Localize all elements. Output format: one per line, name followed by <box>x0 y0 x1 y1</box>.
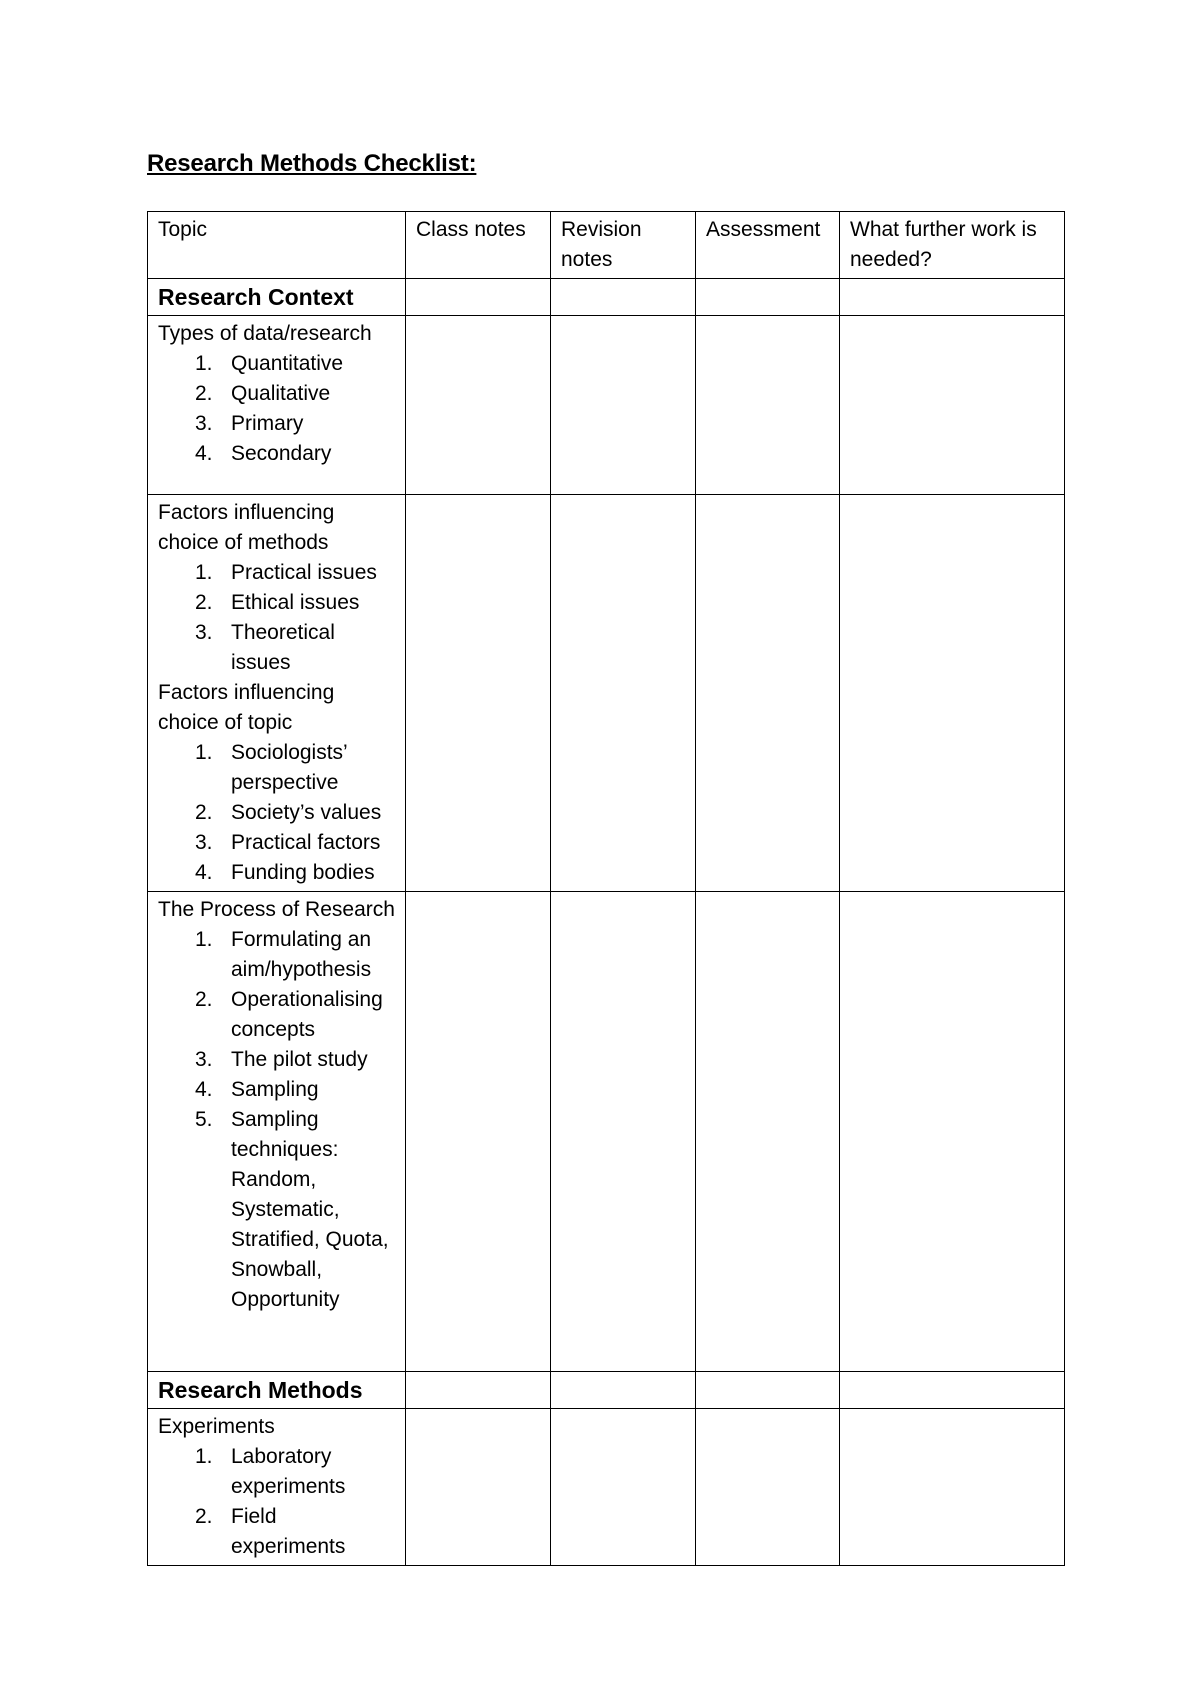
topic-heading: Types of data/research <box>158 322 372 345</box>
item-number: 3. <box>195 831 213 854</box>
further-work-cell[interactable] <box>840 1372 1065 1409</box>
header-revision-notes: Revision notes <box>551 212 696 279</box>
class-notes-cell[interactable] <box>406 495 551 892</box>
item-text: Practical factors <box>231 831 381 854</box>
list-item <box>158 828 395 858</box>
item-number: 4. <box>195 442 213 465</box>
item-number: 5. <box>195 1108 213 1131</box>
topic-row-factors <box>148 495 1065 892</box>
list-item <box>158 588 395 618</box>
item-text: Secondary <box>231 442 332 465</box>
item-number: 3. <box>195 1048 213 1071</box>
topic-list <box>158 558 395 678</box>
header-assessment: Assessment <box>696 212 840 279</box>
topic-cell <box>148 1409 406 1566</box>
topic-cell <box>148 892 406 1372</box>
list-item <box>158 439 395 469</box>
further-work-cell[interactable] <box>840 495 1065 892</box>
class-notes-cell[interactable] <box>406 279 551 316</box>
revision-notes-cell[interactable] <box>551 495 696 892</box>
item-text: Sampling <box>231 1078 319 1101</box>
topic-cell <box>148 495 406 892</box>
topic-list <box>158 738 395 888</box>
item-number: 1. <box>195 928 213 951</box>
item-text: Formulating an aim/hypothesis <box>231 928 372 981</box>
item-number: 1. <box>195 561 213 584</box>
section-heading: Research Context <box>148 279 406 316</box>
header-topic: Topic <box>148 212 406 279</box>
list-item <box>158 985 395 1045</box>
assessment-cell[interactable] <box>696 495 840 892</box>
topic-row-experiments <box>148 1409 1065 1566</box>
item-number: 1. <box>195 741 213 764</box>
assessment-cell[interactable] <box>696 316 840 495</box>
further-work-cell[interactable] <box>840 892 1065 1372</box>
item-number: 2. <box>195 988 213 1011</box>
topic-list <box>158 349 395 469</box>
class-notes-cell[interactable] <box>406 1409 551 1566</box>
topic-row-types <box>148 316 1065 495</box>
list-item <box>158 798 395 828</box>
further-work-cell[interactable] <box>840 279 1065 316</box>
item-text: Quantitative <box>231 352 344 375</box>
class-notes-cell[interactable] <box>406 892 551 1372</box>
further-work-cell[interactable] <box>840 316 1065 495</box>
list-item <box>158 349 395 379</box>
topic-heading: Experiments <box>158 1415 275 1438</box>
topic-cell <box>148 316 406 495</box>
revision-notes-cell[interactable] <box>551 279 696 316</box>
revision-notes-cell[interactable] <box>551 316 696 495</box>
header-class-notes: Class notes <box>406 212 551 279</box>
topic-row-process <box>148 892 1065 1372</box>
item-text: Laboratory experiments <box>231 1445 346 1498</box>
list-item <box>158 1502 395 1562</box>
item-number: 1. <box>195 352 213 375</box>
item-number: 3. <box>195 412 213 435</box>
item-text: Sampling techniques: Random, Systematic, Stratified, Quota, Snowball, Opportunity <box>231 1108 389 1311</box>
assessment-cell[interactable] <box>696 892 840 1372</box>
list-item <box>158 1075 395 1105</box>
section-row-research-methods <box>148 1372 1065 1409</box>
list-item <box>158 618 395 678</box>
class-notes-cell[interactable] <box>406 316 551 495</box>
assessment-cell[interactable] <box>696 279 840 316</box>
item-number: 2. <box>195 382 213 405</box>
item-number: 4. <box>195 861 213 884</box>
item-text: The pilot study <box>231 1048 368 1071</box>
item-text: Field experiments <box>231 1505 346 1558</box>
item-text: Sociologists’ perspective <box>231 741 347 794</box>
topic-heading: The Process of Research <box>158 898 395 921</box>
list-item <box>158 1105 395 1315</box>
list-item <box>158 1442 395 1502</box>
page-title: Research Methods Checklist: <box>147 150 477 177</box>
item-text: Funding bodies <box>231 861 375 884</box>
item-number: 1. <box>195 1445 213 1468</box>
header-further-work: What further work is needed? <box>840 212 1065 279</box>
section-heading: Research Methods <box>148 1372 406 1409</box>
section-row-research-context <box>148 279 1065 316</box>
item-text: Theoretical issues <box>231 621 335 674</box>
topic-list <box>158 925 395 1315</box>
assessment-cell[interactable] <box>696 1409 840 1566</box>
item-text: Operationalising concepts <box>231 988 383 1041</box>
further-work-cell[interactable] <box>840 1409 1065 1566</box>
item-number: 2. <box>195 591 213 614</box>
list-item <box>158 379 395 409</box>
assessment-cell[interactable] <box>696 1372 840 1409</box>
item-number: 4. <box>195 1078 213 1101</box>
item-text: Practical issues <box>231 561 377 584</box>
list-item <box>158 1045 395 1075</box>
revision-notes-cell[interactable] <box>551 1372 696 1409</box>
item-text: Ethical issues <box>231 591 360 614</box>
list-item <box>158 858 395 888</box>
topic-heading: Factors influencing choice of methods <box>158 501 335 554</box>
item-number: 2. <box>195 1505 213 1528</box>
header-row <box>148 212 1065 279</box>
item-text: Primary <box>231 412 304 435</box>
checklist-table <box>147 211 1065 1566</box>
topic-heading: Factors influencing choice of topic <box>158 681 335 734</box>
topic-list <box>158 1442 395 1562</box>
list-item <box>158 558 395 588</box>
item-number: 3. <box>195 621 213 644</box>
item-number: 2. <box>195 801 213 824</box>
item-text: Society’s values <box>231 801 382 824</box>
list-item <box>158 738 395 798</box>
list-item <box>158 925 395 985</box>
item-text: Qualitative <box>231 382 331 405</box>
revision-notes-cell[interactable] <box>551 892 696 1372</box>
revision-notes-cell[interactable] <box>551 1409 696 1566</box>
list-item <box>158 409 395 439</box>
class-notes-cell[interactable] <box>406 1372 551 1409</box>
